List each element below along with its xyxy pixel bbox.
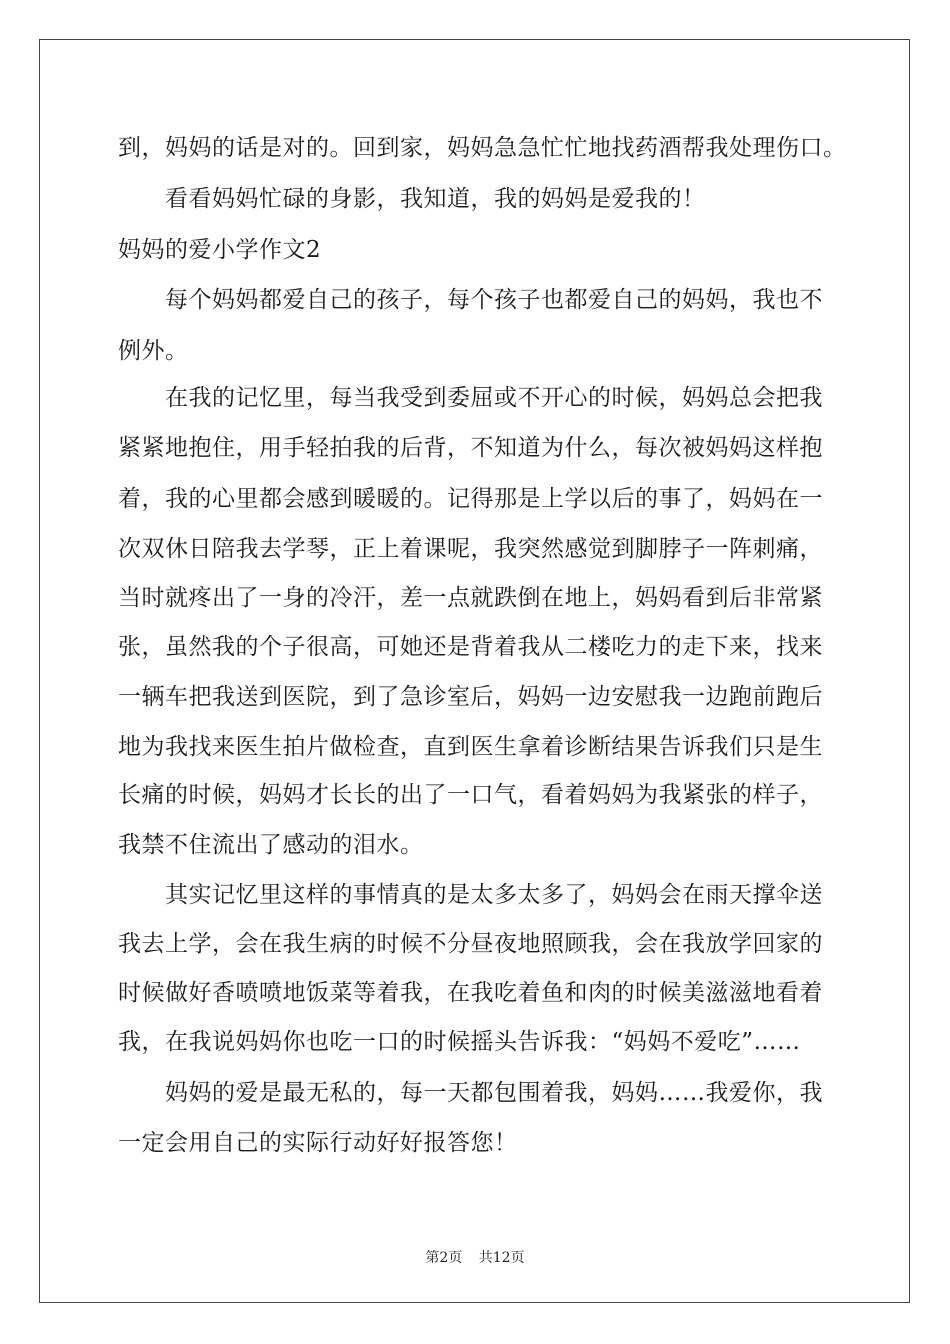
page-number: 第2页 <box>425 1250 463 1266</box>
text-line: 每个妈妈都爱自己的孩子，每个孩子也都爱自己的妈妈，我也不 <box>165 287 823 313</box>
text-line: 当时就疼出了一身的冷汗，差一点就跌倒在地上，妈妈看到后非常紧 <box>118 585 823 611</box>
text-line: 在我的记忆里，每当我受到委屈或不开心的时候，妈妈总会把我 <box>165 385 823 411</box>
text-line: 着，我的心里都会感到暖暖的。记得那是上学以后的事了，妈妈在一 <box>118 486 823 512</box>
page-frame <box>39 39 910 1303</box>
text-line: 时候做好香喷喷地饭菜等着我，在我吃着鱼和肉的时候美滋滋地看着 <box>118 980 823 1006</box>
page-total: 共12页 <box>478 1250 525 1266</box>
text-line: 长痛的时候，妈妈才长长的出了一口气，看着妈妈为我紧张的样子， <box>118 782 823 808</box>
text-line: 我禁不住流出了感动的泪水。 <box>118 832 424 858</box>
page-footer <box>0 1247 950 1267</box>
text-line: 地为我找来医生拍片做检查，直到医生拿着诊断结果告诉我们只是生 <box>118 734 823 760</box>
text-line: 到，妈妈的话是对的。回到家，妈妈急急忙忙地找药酒帮我处理伤口。 <box>118 135 847 161</box>
text-line: 次双休日陪我去学琴，正上着课呢，我突然感觉到脚脖子一阵刺痛， <box>118 536 823 562</box>
text-line: 一定会用自己的实际行动好好报答您！ <box>118 1130 518 1156</box>
text-line: 一辆车把我送到医院，到了急诊室后，妈妈一边安慰我一边跑前跑后 <box>118 684 823 710</box>
text-line: 其实记忆里这样的事情真的是太多太多了，妈妈会在雨天撑伞送 <box>165 882 823 908</box>
text-line: 看看妈妈忙碌的身影，我知道，我的妈妈是爱我的！ <box>165 186 706 212</box>
text-line: 例外。 <box>118 338 189 364</box>
text-line: 妈妈的爱是最无私的，每一天都包围着我，妈妈……我爱你，我 <box>165 1080 823 1106</box>
text-line: 我，在我说妈妈你也吃一口的时候摇头告诉我：“妈妈不爱吃”…… <box>118 1029 801 1055</box>
text-line: 紧紧地抱住，用手轻拍我的后背，不知道为什么，每次被妈妈这样抱 <box>118 435 823 461</box>
section-heading: 妈妈的爱小学作文2 <box>118 237 322 263</box>
text-line: 张，虽然我的个子很高，可她还是背着我从二楼吃力的走下来，找来 <box>118 634 823 660</box>
text-line: 我去上学，会在我生病的时候不分昼夜地照顾我，会在我放学回家的 <box>118 931 823 957</box>
